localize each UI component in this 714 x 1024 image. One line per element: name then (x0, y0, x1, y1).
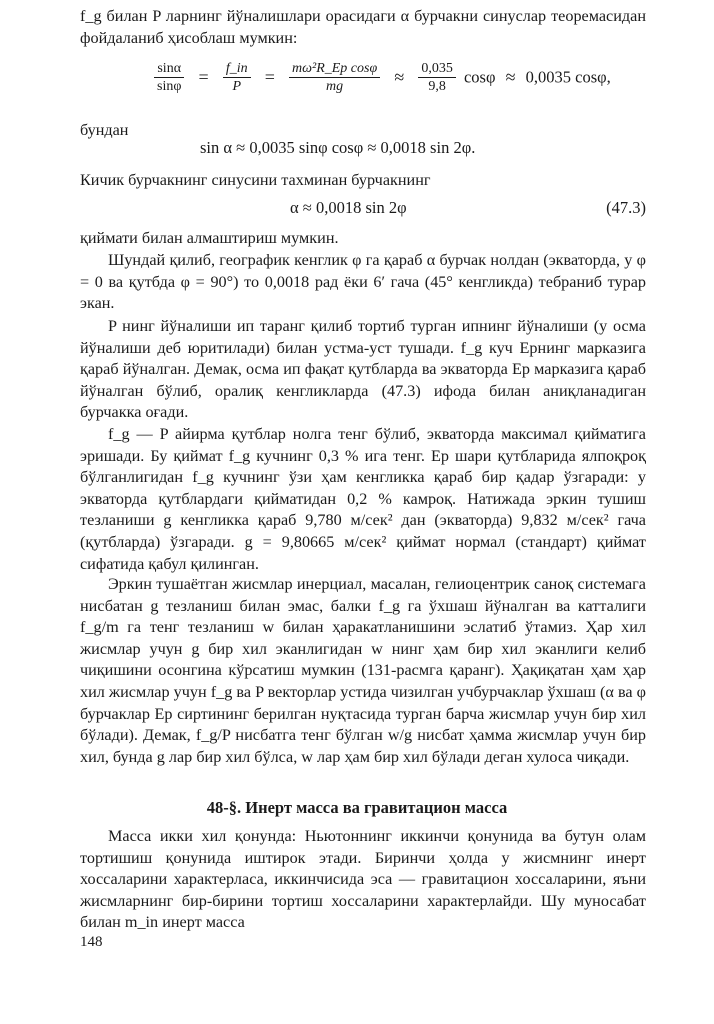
small-angle-line: Кичик бурчакнинг синусини тахминан бурчакнинг (80, 171, 431, 189)
formula-47-3: α ≈ 0,0018 sin 2φ (290, 198, 407, 217)
equation-number: (47.3) (606, 198, 646, 217)
fraction-fin-over-p: $\frac{f\_in}{P}$ (223, 60, 251, 95)
page-number: 148 (80, 934, 103, 950)
after-formula-line: қиймати билан алмаштириш мумкин. (80, 229, 339, 247)
formula-sine-ratio: $\frac{\sin\alpha}{\sin\varphi}$ = $\frac{f\_in}{P}$ = $\frac{\text{mω²R\_Ep cosφ}}{mg}$ ≈ $\frac{0,035}{9,8}$ cosφ ≈ 0,0035 cosφ, (150, 60, 611, 95)
paragraph-gravity-variation: f_g — P айирма қутблар нолга тенг бўлиб, экваторда максимал қийматига эришади. Бу қиймат f_g кучнинг 0,3 % ига тенг. Ер шари қутбларида ялпоқроқ бўлганлигидан f_g кучнинг ўзи ҳам кенгликка қараб бир қадар ўзгаради: у экваторда қутблардаги қийматидан 0,2 % камроқ. Натижада эркин тушиш тезланиши g кенгликка қараб 9,780 м/сек² дан (экваторда) 9,832 м/сек² гача (қутбларда) ўзгаради. g = 9,80665 м/сек² қиймат нормал (стандарт) қиймат сифатида қабул қилинган. (80, 425, 646, 573)
formula-cos-tail: cosφ (463, 67, 496, 87)
section-heading: 48-§. Инерт масса ва гравитацион масса (206, 798, 508, 817)
intro-paragraph: f_g билан P ларнинг йўналишлари орасидаги α бурчакни синуслар теоремасидан фойдаланиб ҳисоблаш мумкин: (80, 7, 646, 47)
formula-result: 0,0035 cosφ, (525, 67, 611, 87)
formula-sin-alpha: sin α ≈ 0,0035 sinφ cosφ ≈ 0,0018 sin 2φ. (200, 138, 476, 157)
paragraph-mass-types: Масса икки хил қонунда: Ньютоннинг иккинчи қонунида ва бутун олам тортишиш қонунида иштирок этади. Биринчи ҳолда у жисмнинг инерт хоссаларини характерласа, иккинчисида эса — гравитацион хоссаларини, яъни жисмларнинг бир-бирини тортиш хоссаларини характерлайди. Шу муносабат билан m_in инерт масса (80, 827, 646, 932)
fraction-centrifugal-over-gravity: $\frac{\text{mω²R\_Ep cosφ}}{mg}$ (289, 60, 380, 95)
paragraph-free-fall: Эркин тушаётган жисмлар инерциал, масалан, гелиоцентрик саноқ системага нисбатан g тезланиш билан эмас, балки f_g га ўхшаш йўналган ва катталиги f_g/m га тенг тезланиш w билан ҳаракатланишини эслатиб ўтамиз. Ҳар хил жисмлар учун g бир хил эканлигидан w нинг ҳам бир хил эканлиги келиб чиқишини осонгина кўрсатиш мумкин (131-расмга қаранг). Ҳақиқатан ҳам ҳар хил жисмлар учун f_g ва P векторлар устида чизилган учбурчаклар ўхшаш (α ва φ бурчаклар Ер сиртининг берилган нуқтасида турган барча жисмлар учун бир хил бўлади). Демак, f_g/P нисбатга тенг бўлган w/g нисбат ҳамма жисмлар учун бир хил, бунда g лар бир хил бўлса, w лар ҳам бир хил бўлади деган хулоса чиқади. (80, 575, 646, 766)
fraction-sin-alpha-over-sin-phi: $\frac{\sin\alpha}{\sin\varphi}$ (154, 60, 184, 95)
bundan-label: бундан (80, 121, 129, 139)
paragraph-plumb-line: P нинг йўналиши ип таранг қилиб тортиб турган ипнинг йўналиши (у осма йўналиши деб юритилади) билан устма-уст тушади. f_g куч Ернинг марказига қараб йўналган. Демак, осма ип фақат қутбларда ва экваторда Ер марказига қараб йўналган бўлиб, оралиқ кенгликларда (47.3) ифода билан аниқланадиган бурчакка оғади. (80, 317, 646, 422)
paragraph-latitude-deviation: Шундай қилиб, географик кенглик φ га қараб α бурчак нолдан (экваторда, у φ = 0 ва қутбда φ = 90°) то 0,0018 рад ёки 6′ гача (45° кенгликда) тебраниб турар экан. (80, 251, 646, 313)
fraction-numeric: $\frac{0,035}{9,8}$ (418, 60, 456, 95)
